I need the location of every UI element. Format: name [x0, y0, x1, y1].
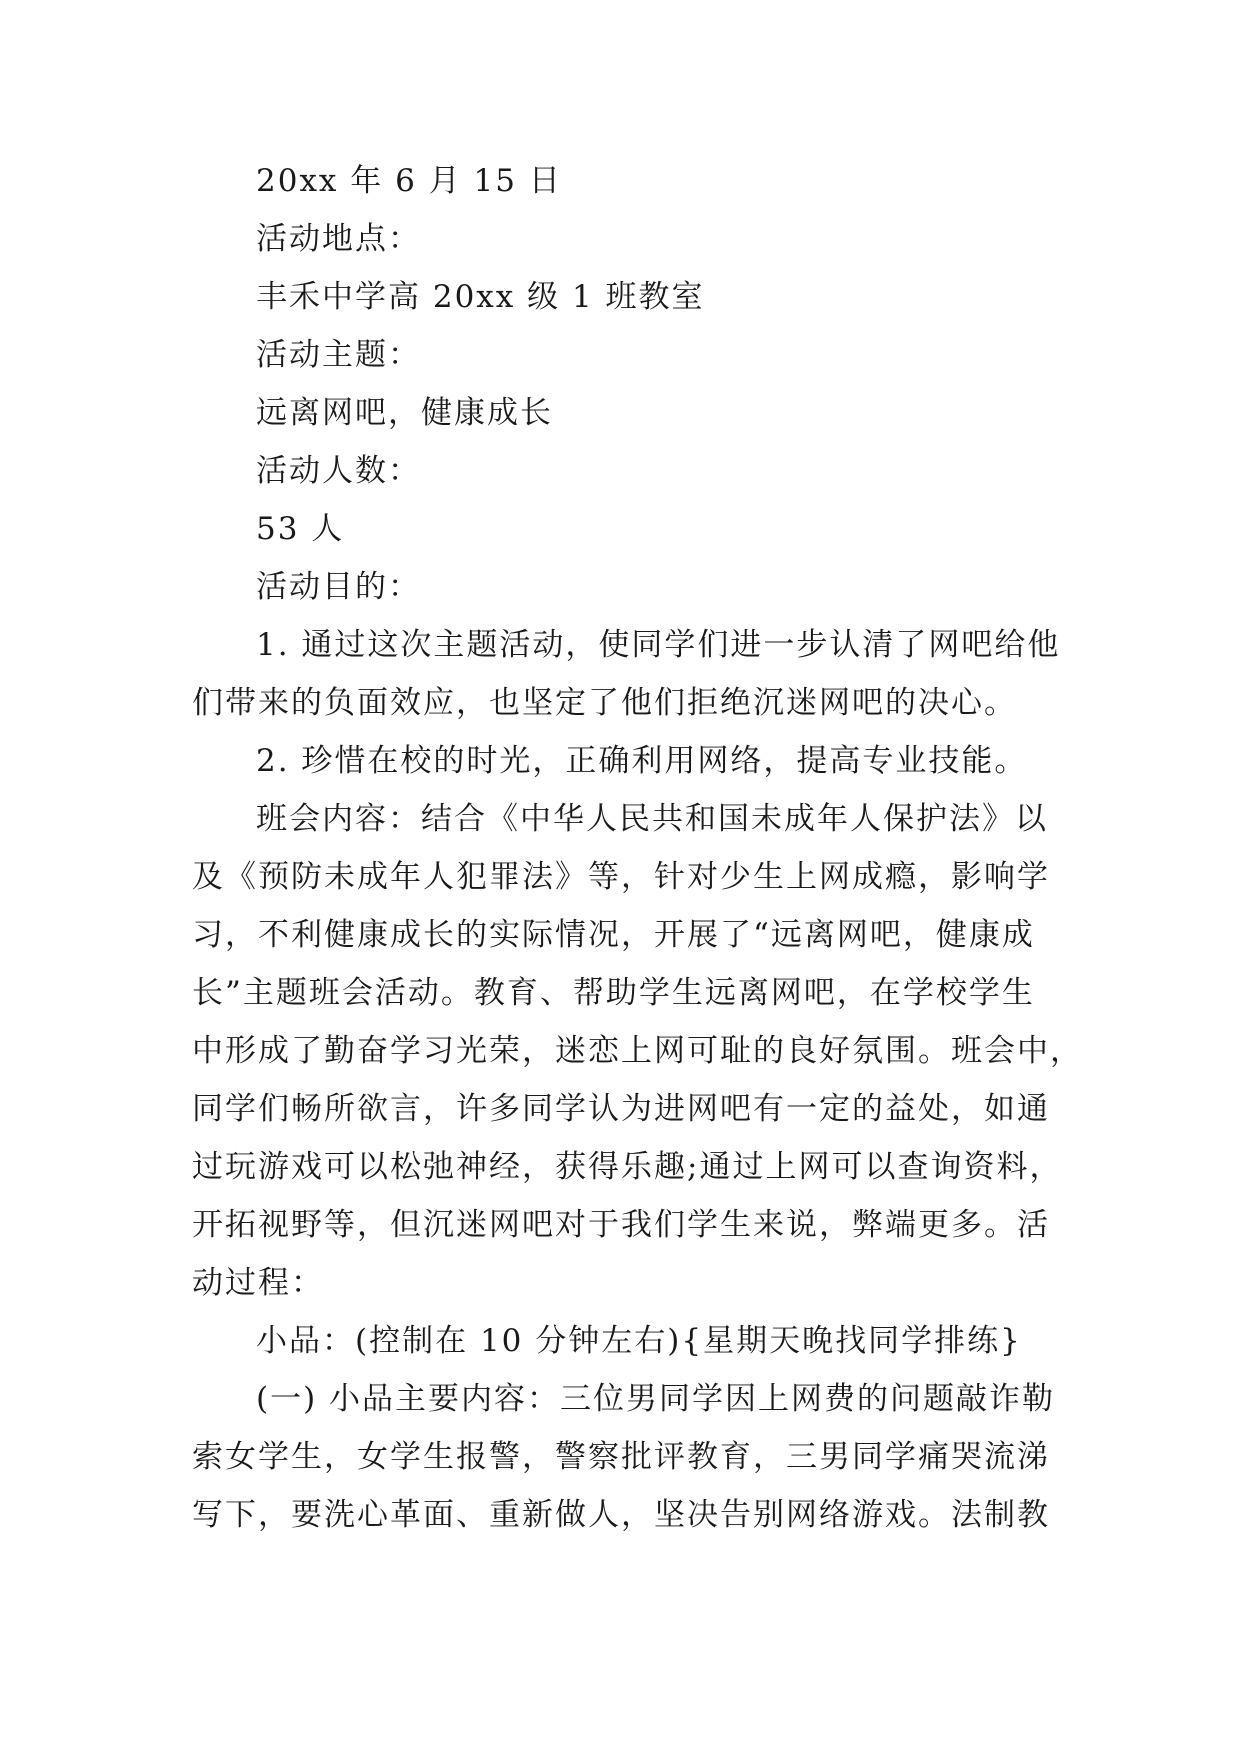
skit-content-line-1: (一) 小品主要内容：三位男同学因上网费的问题敲诈勒 [256, 1381, 1056, 1417]
location-heading: 活动地点： [256, 221, 421, 257]
purpose-item-1-line-2: 们带来的负面效应，也坚定了他们拒绝沉迷网吧的决心。 [192, 685, 1017, 721]
meeting-content-line-5: 中形成了勤奋学习光荣，迷恋上网可耻的良好氛围。班会中， [192, 1033, 1083, 1069]
document-body [192, 152, 1083, 1544]
skit-note: 小品：(控制在 10 分钟左右){星期天晚找同学排练} [256, 1323, 1022, 1359]
theme-value: 远离网吧，健康成长 [256, 395, 553, 431]
location-value: 丰禾中学高 20xx 级 1 班教室 [256, 279, 705, 315]
purpose-item-1-line-1: 1. 通过这次主题活动，使同学们进一步认清了网吧给他 [256, 627, 1061, 663]
meeting-content-line-1: 班会内容：结合《中华人民共和国未成年人保护法》以 [256, 801, 1048, 837]
meeting-content-line-7: 过玩游戏可以松弛神经，获得乐趣;通过上网可以查询资料， [192, 1149, 1063, 1185]
purpose-item-2: 2. 珍惜在校的时光，正确利用网络，提高专业技能。 [256, 743, 1028, 779]
meeting-content-line-3: 习，不利健康成长的实际情况，开展了“远离网吧，健康成 [192, 917, 1035, 953]
meeting-content-line-8: 开拓视野等，但沉迷网吧对于我们学生来说，弊端更多。活 [192, 1207, 1050, 1243]
activity-date: 20xx 年 6 月 15 日 [256, 163, 562, 199]
skit-content-line-3: 写下，要洗心革面、重新做人，坚决告别网络游戏。法制教 [192, 1497, 1050, 1533]
meeting-content-line-2: 及《预防未成年人犯罪法》等，针对少生上网成瘾，影响学 [192, 859, 1050, 895]
meeting-content-line-6: 同学们畅所欲言，许多同学认为进网吧有一定的益处，如通 [192, 1091, 1050, 1127]
skit-content-line-2: 索女学生，女学生报警，警察批评教育，三男同学痛哭流涕 [192, 1439, 1050, 1475]
meeting-content-line-4: 长”主题班会活动。教育、帮助学生远离网吧，在学校学生 [192, 975, 1035, 1011]
participants-value: 53 人 [256, 511, 345, 547]
theme-heading: 活动主题： [256, 337, 421, 373]
participants-heading: 活动人数： [256, 453, 421, 489]
meeting-content-line-9: 动过程： [192, 1265, 324, 1301]
purpose-heading: 活动目的： [256, 569, 421, 605]
